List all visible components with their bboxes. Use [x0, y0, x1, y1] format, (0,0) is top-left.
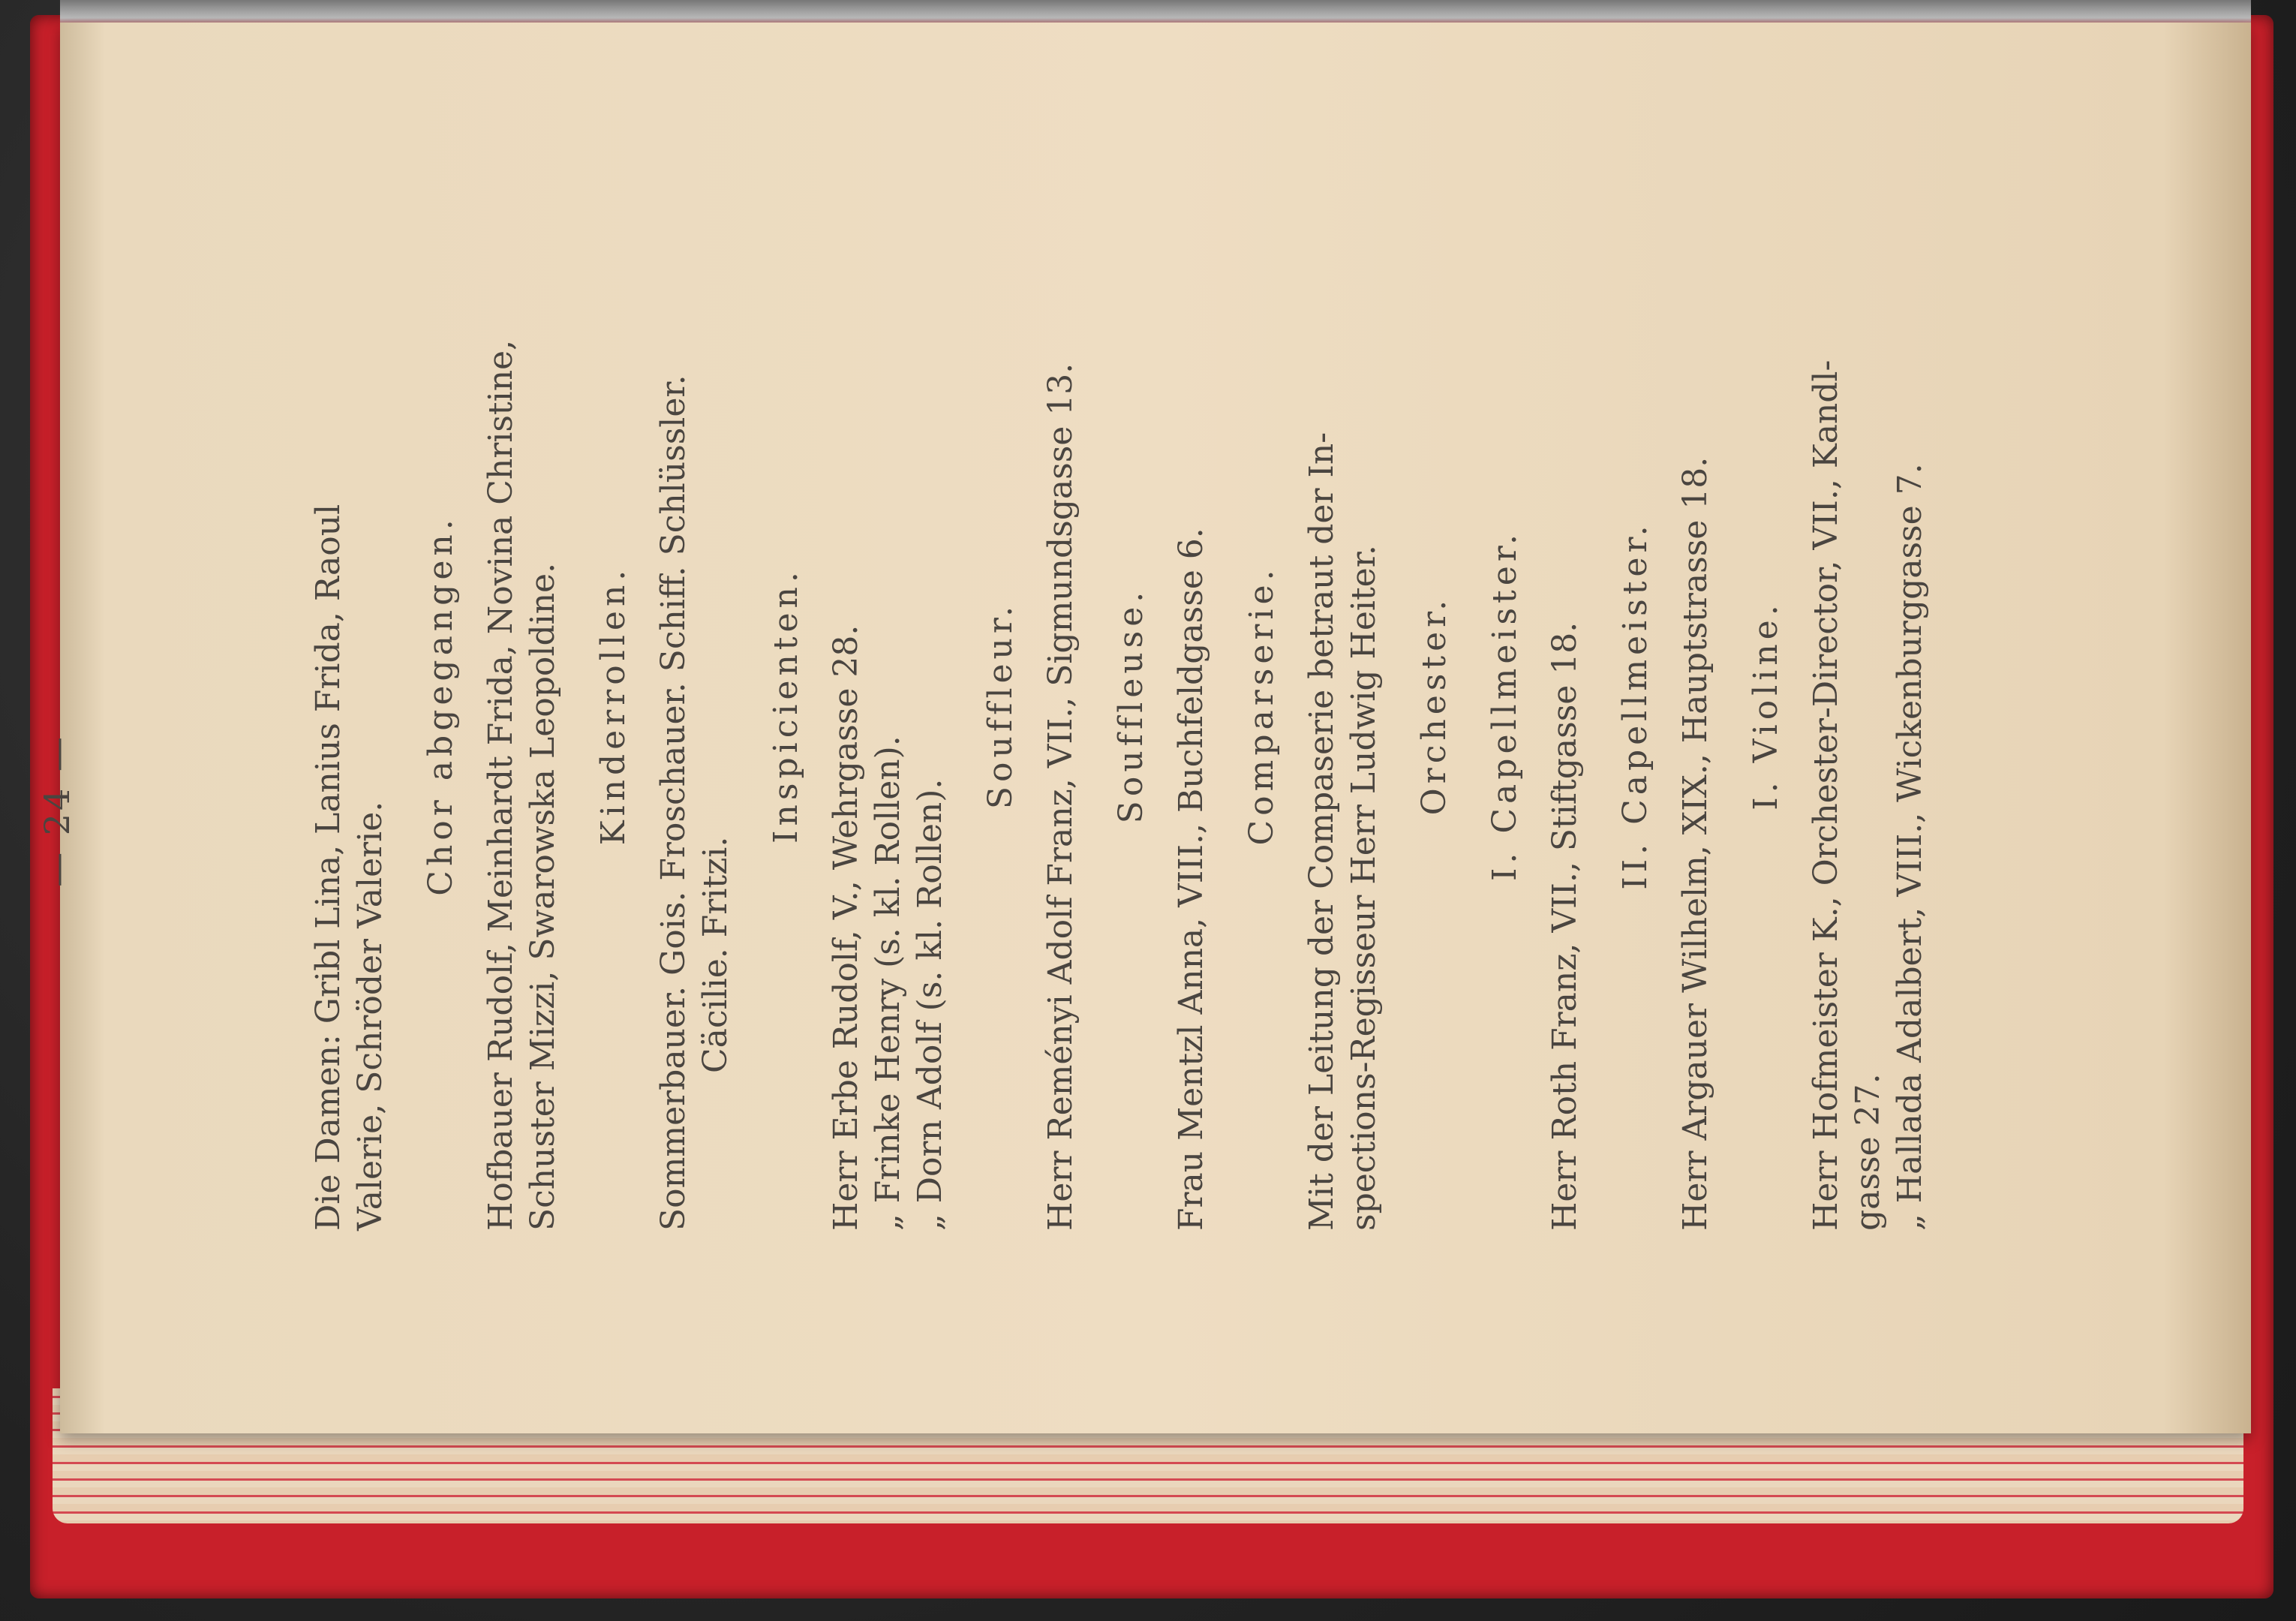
chor-line-2: Schuster Mizzi, Swarowska Leopoldine. — [524, 562, 562, 1231]
violine-line-1: Herr Hofmeister K., Orchester-Director, VII., Kandl- — [1807, 359, 1845, 1231]
violine-heading: I. Violine. — [1747, 600, 1785, 810]
page-content — [308, 180, 1931, 1231]
damen-line-2: Valerie, Schröder Valerie. — [351, 801, 389, 1231]
comparserie-heading: Comparserie. — [1243, 565, 1281, 846]
kinder-line-2: Cäcilie. Fritzi. — [696, 836, 735, 1073]
inspicienten-heading: Inspicienten. — [767, 567, 805, 844]
souffleuse-heading: Souffleuse. — [1112, 587, 1150, 824]
inspicient-line-1: Herr Erbe Rudolf, V., Wehrgasse 28. — [827, 624, 865, 1231]
souffleuse-line: Frau Mentzl Anna, VIII., Buchfeldgasse 6. — [1172, 528, 1210, 1231]
souffleur-line: Herr Reményi Adolf Franz, VII., Sigmundsgasse 13. — [1041, 362, 1080, 1231]
capellmeister-2-line: Herr Argauer Wilhelm, XIX., Hauptstrasse 18. — [1676, 456, 1714, 1231]
orchester-heading: Orchester. — [1415, 595, 1453, 816]
comparserie-line-1: Mit der Leitung der Compaserie betraut der In- — [1303, 432, 1341, 1231]
book-page — [37, 23, 2251, 1433]
comparserie-line-2: spections-Regisseur Herr Ludwig Heiter. — [1345, 545, 1383, 1231]
inspicient-line-3: „ Dorn Adolf (s. kl. Rollen). — [911, 778, 949, 1231]
capellmeister-2-heading: II. Capellmeister. — [1616, 521, 1654, 890]
rotated-text-block — [37, 143, 2086, 1313]
kinder-line-1: Sommerbauer. Gois. Froschauer. Schiff. Schlüssler. — [654, 374, 693, 1231]
chor-line-1: Hofbauer Rudolf, Meinhardt Frida, Novina Christine, — [482, 339, 520, 1231]
damen-line-1: Die Damen: Gribl Lina, Lanius Frida, Raoul — [309, 504, 347, 1231]
chor-heading: Chor abgegangen. — [422, 515, 460, 896]
violine-line-2: gasse 27. — [1849, 1073, 1887, 1231]
inspicient-line-2: „ Frinke Henry (s. kl. Rollen). — [869, 735, 907, 1231]
souffleur-heading: Souffleur. — [981, 601, 1020, 810]
page-number: — 24 — — [37, 734, 77, 887]
capellmeister-1-line: Herr Roth Franz, VII., Stiftgasse 18. — [1546, 621, 1584, 1231]
capellmeister-1-heading: I. Capellmeister. — [1486, 530, 1524, 881]
kinder-heading: Kinderrollen. — [594, 565, 633, 846]
violine-line-3: „ Hallada Adalbert, VIII., Wickenburggasse 7. — [1891, 463, 1929, 1231]
